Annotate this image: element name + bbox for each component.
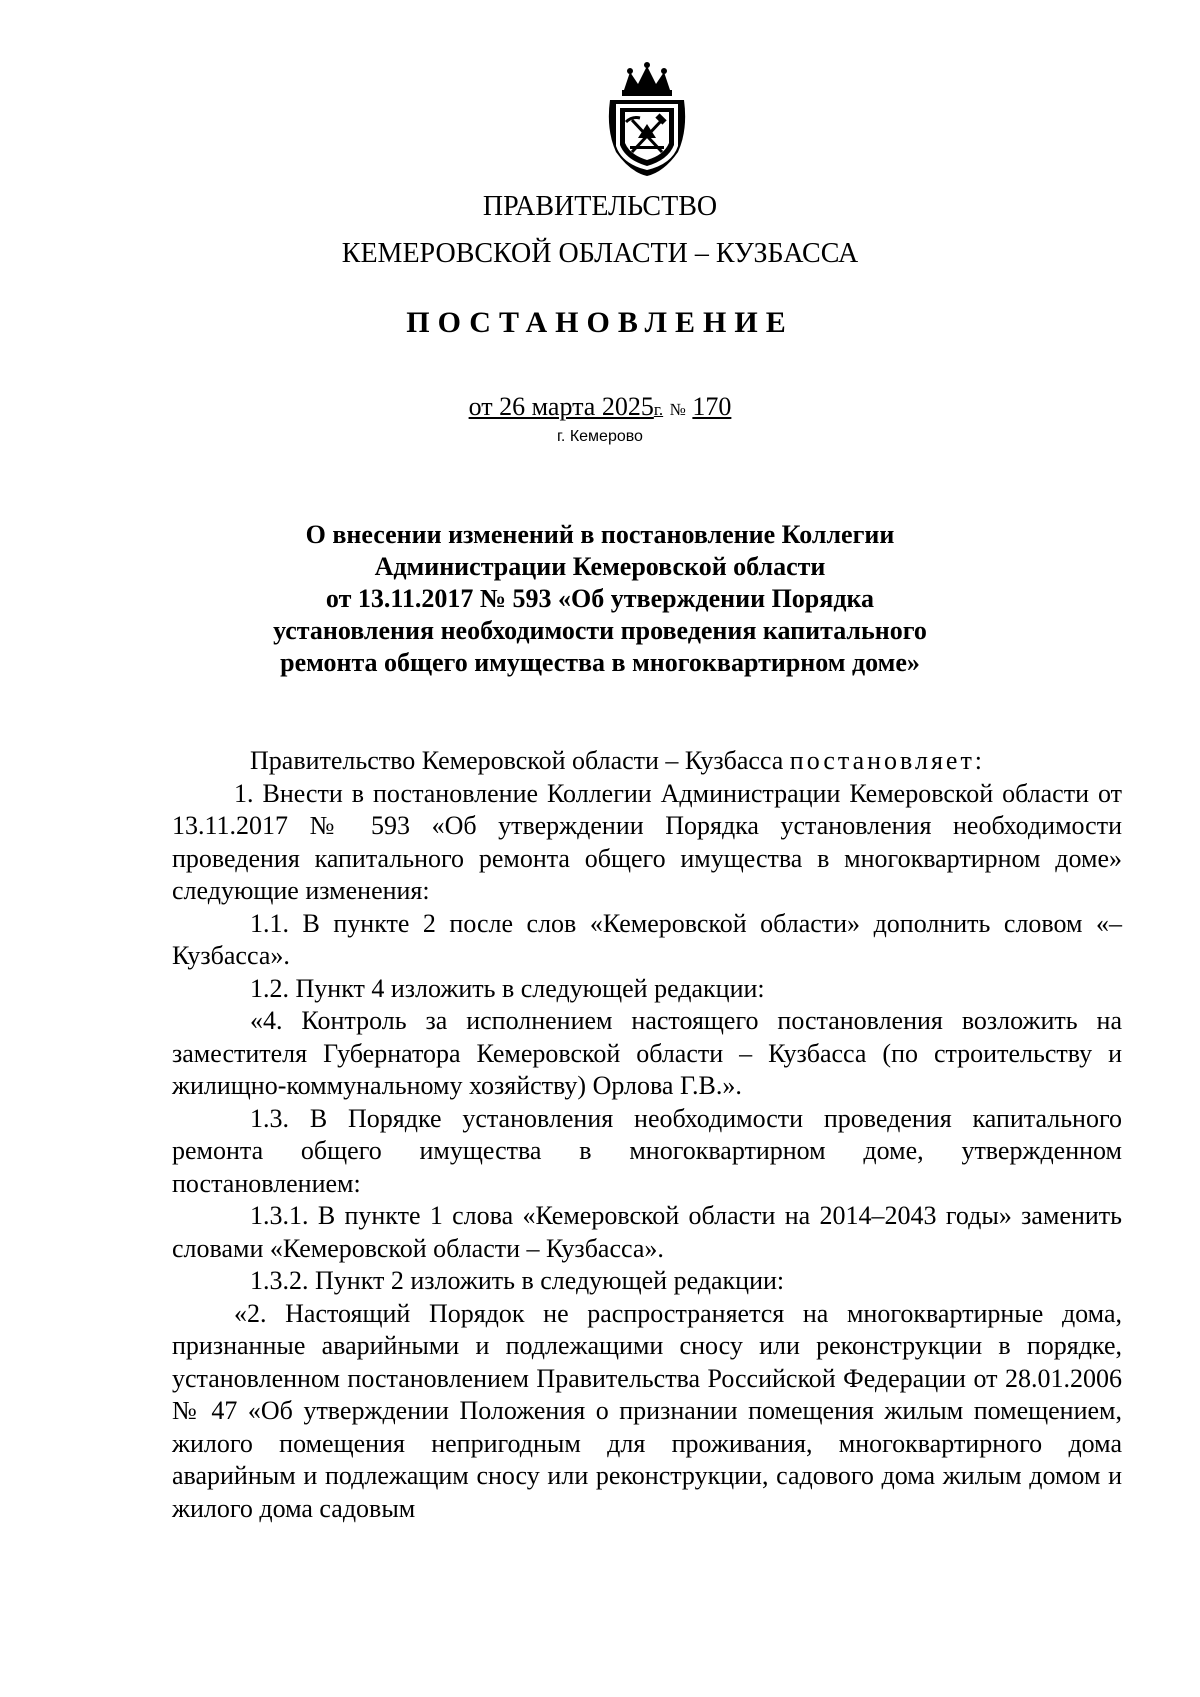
body-paragraph: 1.3.1. В пункте 1 слова «Кемеровской области на 2014–2043 годы» заменить словами «Кемеровской области – Кузбасса». <box>172 1201 1122 1263</box>
title-line: О внесении изменений в постановление Коллегии <box>305 520 895 549</box>
number-sign: № <box>669 400 686 419</box>
body-paragraph: «4. Контроль за исполнением настоящего постановления возложить на заместителя Губернатора Кемеровской области – Кузбасса (по строительству и жилищно-коммунальному хозяйству) Орлова Г.В.». <box>172 1006 1122 1100</box>
title-line: установления необходимости проведения капитального <box>273 616 927 645</box>
body-paragraph: 1.3. В Порядке установления необходимости проведения капитального ремонта общего имущества в многоквартирном доме, утвержденном постановлением: <box>172 1103 1122 1198</box>
document-date: от 26 марта 2025 <box>468 392 654 421</box>
document-type-heading: ПОСТАНОВЛЕНИЕ <box>406 306 794 339</box>
body-paragraph: 1. Внести в постановление Коллегии Администрации Кемеровской области от 13.11.2017 № 593 «Об утверждении Порядка установления необходимости проведения капитального ремонта общего имущества в многоквартирном доме» следующие изменения: <box>172 778 1122 905</box>
government-name-line1: ПРАВИТЕЛЬСТВО <box>482 191 718 222</box>
title-line: ремонта общего имущества в многоквартирном доме» <box>280 648 920 677</box>
body-paragraph: 1.2. Пункт 4 изложить в следующей редакции: <box>250 973 765 1003</box>
body-intro <box>172 745 1122 778</box>
document-title <box>0 519 1200 679</box>
body-paragraph: 1.1. В пункте 2 после слов «Кемеровской области» дополнить словом «– Кузбасса». <box>172 908 1122 970</box>
intro-resolves: постановляет: <box>789 746 986 775</box>
body-paragraph: 1.3.2. Пункт 2 изложить в следующей редакции: <box>250 1266 785 1295</box>
document-body <box>172 745 1122 1525</box>
body-paragraph: «2. Настоящий Порядок не распространяется на многоквартирные дома, признанные аварийными и подлежащими сносу или реконструкции в порядке, установленном постановлением Правительства Российской Федерации от 28.01.2006 № 47 «Об утверждении Положения о признании помещения жилым помещением, жилого помещения непригодным для проживания, многоквартирного дома аварийным и подлежащим сносу или реконструкции, садового дома жилым домом и жилого дома садовым <box>172 1298 1122 1523</box>
title-line: от 13.11.2017 № 593 «Об утверждении Порядка <box>325 584 875 613</box>
document-city: г. Кемерово <box>557 428 643 445</box>
date-year-suffix: г. <box>653 400 664 419</box>
document-date-number <box>0 392 1200 425</box>
coat-of-arms-emblem <box>602 60 692 178</box>
government-name-line2: КЕМЕРОВСКОЙ ОБЛАСТИ – КУЗБАССА <box>341 238 859 269</box>
title-line: Администрации Кемеровской области <box>374 552 826 581</box>
intro-text: Правительство Кемеровской области – Кузбасса <box>250 746 784 775</box>
document-number: 170 <box>692 392 732 421</box>
